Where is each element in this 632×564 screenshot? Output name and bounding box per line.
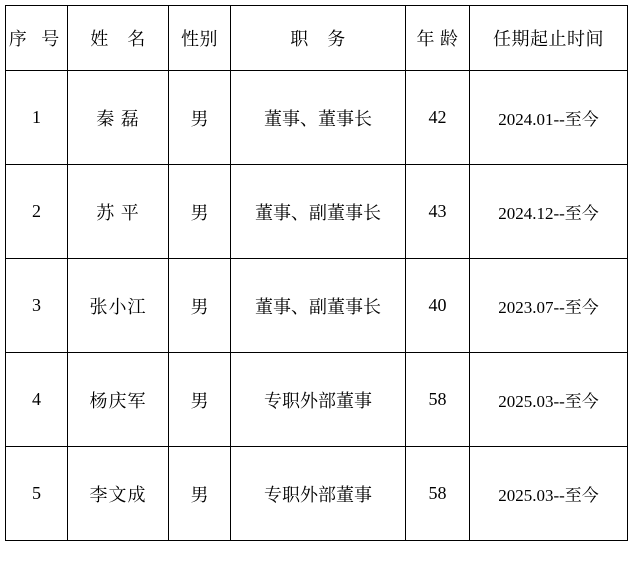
- cell-sex: 男: [169, 353, 231, 447]
- cell-age: 58: [406, 447, 470, 541]
- column-header-name: 姓 名: [68, 6, 169, 71]
- cell-age: 40: [406, 259, 470, 353]
- cell-index: 1: [6, 71, 68, 165]
- cell-name: 秦 磊: [68, 71, 169, 165]
- table-row: [6, 259, 628, 353]
- table-body: [6, 71, 628, 541]
- cell-term: 2024.12--至今: [470, 165, 628, 259]
- cell-sex: 男: [169, 71, 231, 165]
- cell-sex: 男: [169, 447, 231, 541]
- cell-post: 董事、董事长: [231, 71, 406, 165]
- column-header-term: 任期起止时间: [470, 6, 628, 71]
- cell-term: 2024.01--至今: [470, 71, 628, 165]
- column-header-index: 序 号: [6, 6, 68, 71]
- table-row: [6, 165, 628, 259]
- cell-index: 5: [6, 447, 68, 541]
- cell-term: 2025.03--至今: [470, 353, 628, 447]
- cell-index: 2: [6, 165, 68, 259]
- table-header: [6, 6, 628, 71]
- table-row: [6, 447, 628, 541]
- column-header-age: 年 龄: [406, 6, 470, 71]
- cell-name: 李文成: [68, 447, 169, 541]
- cell-post: 专职外部董事: [231, 353, 406, 447]
- cell-sex: 男: [169, 165, 231, 259]
- board-members-table: [5, 5, 628, 541]
- cell-term: 2025.03--至今: [470, 447, 628, 541]
- cell-post: 董事、副董事长: [231, 165, 406, 259]
- table-row: [6, 353, 628, 447]
- document-page: [0, 5, 632, 564]
- table-row: [6, 71, 628, 165]
- cell-sex: 男: [169, 259, 231, 353]
- cell-name: 杨庆军: [68, 353, 169, 447]
- cell-post: 专职外部董事: [231, 447, 406, 541]
- column-header-post: 职 务: [231, 6, 406, 71]
- cell-age: 43: [406, 165, 470, 259]
- cell-age: 58: [406, 353, 470, 447]
- table-header-row: [6, 6, 628, 71]
- cell-post: 董事、副董事长: [231, 259, 406, 353]
- cell-name: 张小江: [68, 259, 169, 353]
- column-header-sex: 性别: [169, 6, 231, 71]
- cell-index: 3: [6, 259, 68, 353]
- cell-age: 42: [406, 71, 470, 165]
- cell-index: 4: [6, 353, 68, 447]
- cell-term: 2023.07--至今: [470, 259, 628, 353]
- cell-name: 苏 平: [68, 165, 169, 259]
